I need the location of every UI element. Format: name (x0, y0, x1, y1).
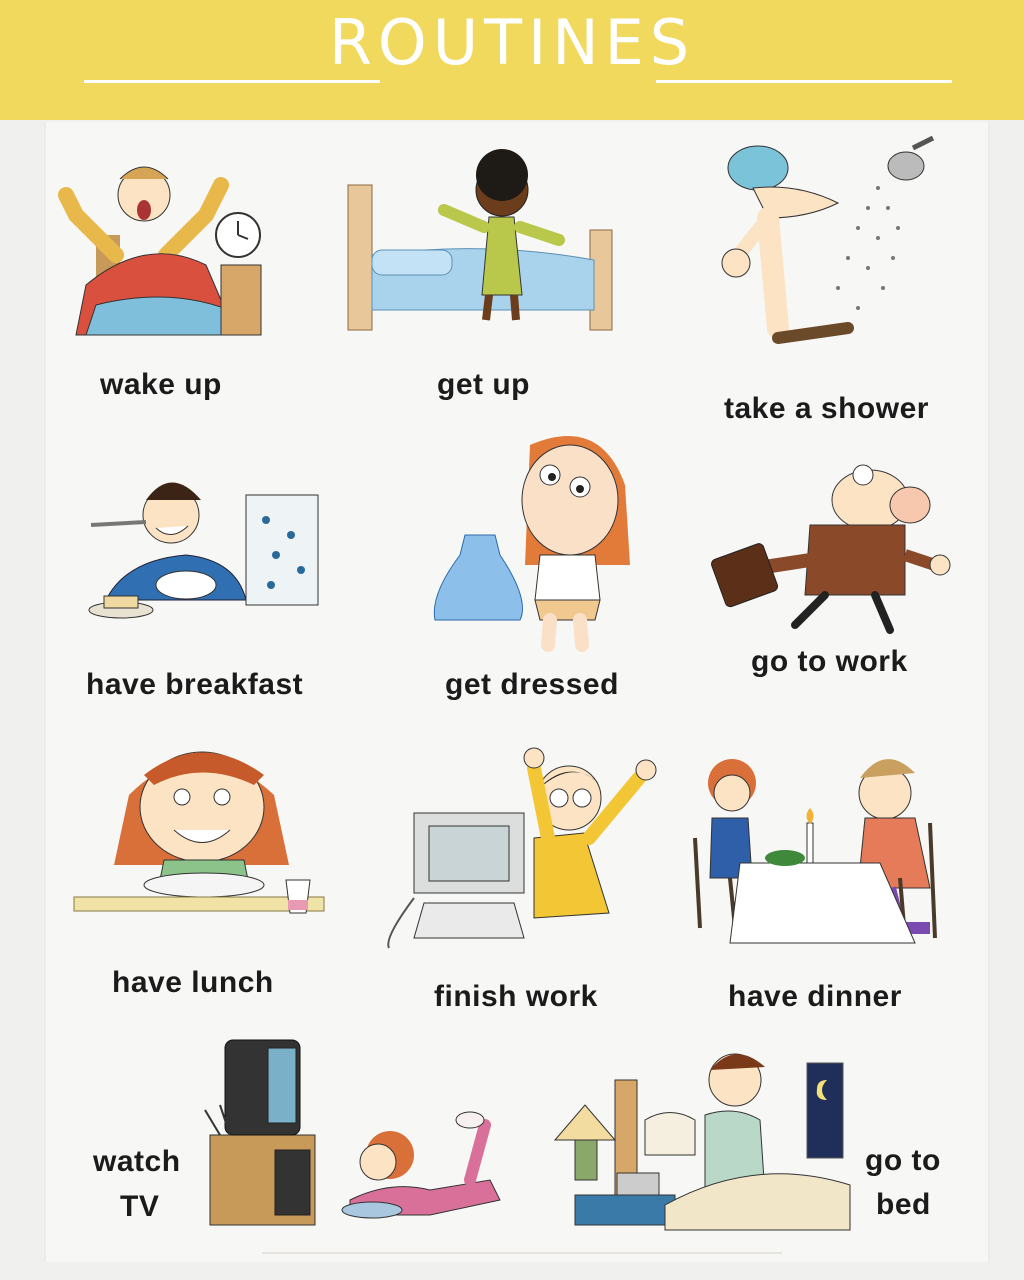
go-to-work-illustration (715, 455, 950, 635)
label-go-to-bed-line2: bed (876, 1188, 931, 1221)
label-have-breakfast: have breakfast (86, 668, 304, 701)
label-get-dressed: get dressed (445, 668, 619, 701)
label-watch-tv-line2: TV (120, 1190, 160, 1223)
bottom-divider (262, 1252, 782, 1254)
label-go-to-bed: go to (865, 1144, 941, 1177)
title-underline-right (656, 80, 952, 83)
watch-tv-illustration (200, 1030, 510, 1230)
get-dressed-illustration (430, 425, 640, 650)
finish-work-illustration (384, 738, 659, 958)
label-finish-work: finish work (434, 980, 598, 1013)
have-breakfast-illustration (86, 460, 326, 620)
get-up-illustration (344, 145, 624, 335)
go-to-bed-illustration (555, 1045, 850, 1230)
have-dinner-illustration (690, 738, 950, 953)
label-wake-up: wake up (100, 368, 222, 401)
title-underline-left (84, 80, 380, 83)
label-watch-tv: watch (93, 1145, 181, 1178)
have-lunch-illustration (74, 735, 324, 945)
label-get-up: get up (437, 368, 530, 401)
label-go-to-work: go to work (751, 645, 908, 678)
page-title: ROUTINES (328, 6, 696, 79)
wake-up-illustration (56, 135, 286, 345)
title-banner (0, 0, 1024, 120)
label-take-a-shower: take a shower (724, 392, 929, 425)
label-have-dinner: have dinner (728, 980, 902, 1013)
take-a-shower-illustration (718, 128, 948, 388)
label-have-lunch: have lunch (112, 966, 274, 999)
